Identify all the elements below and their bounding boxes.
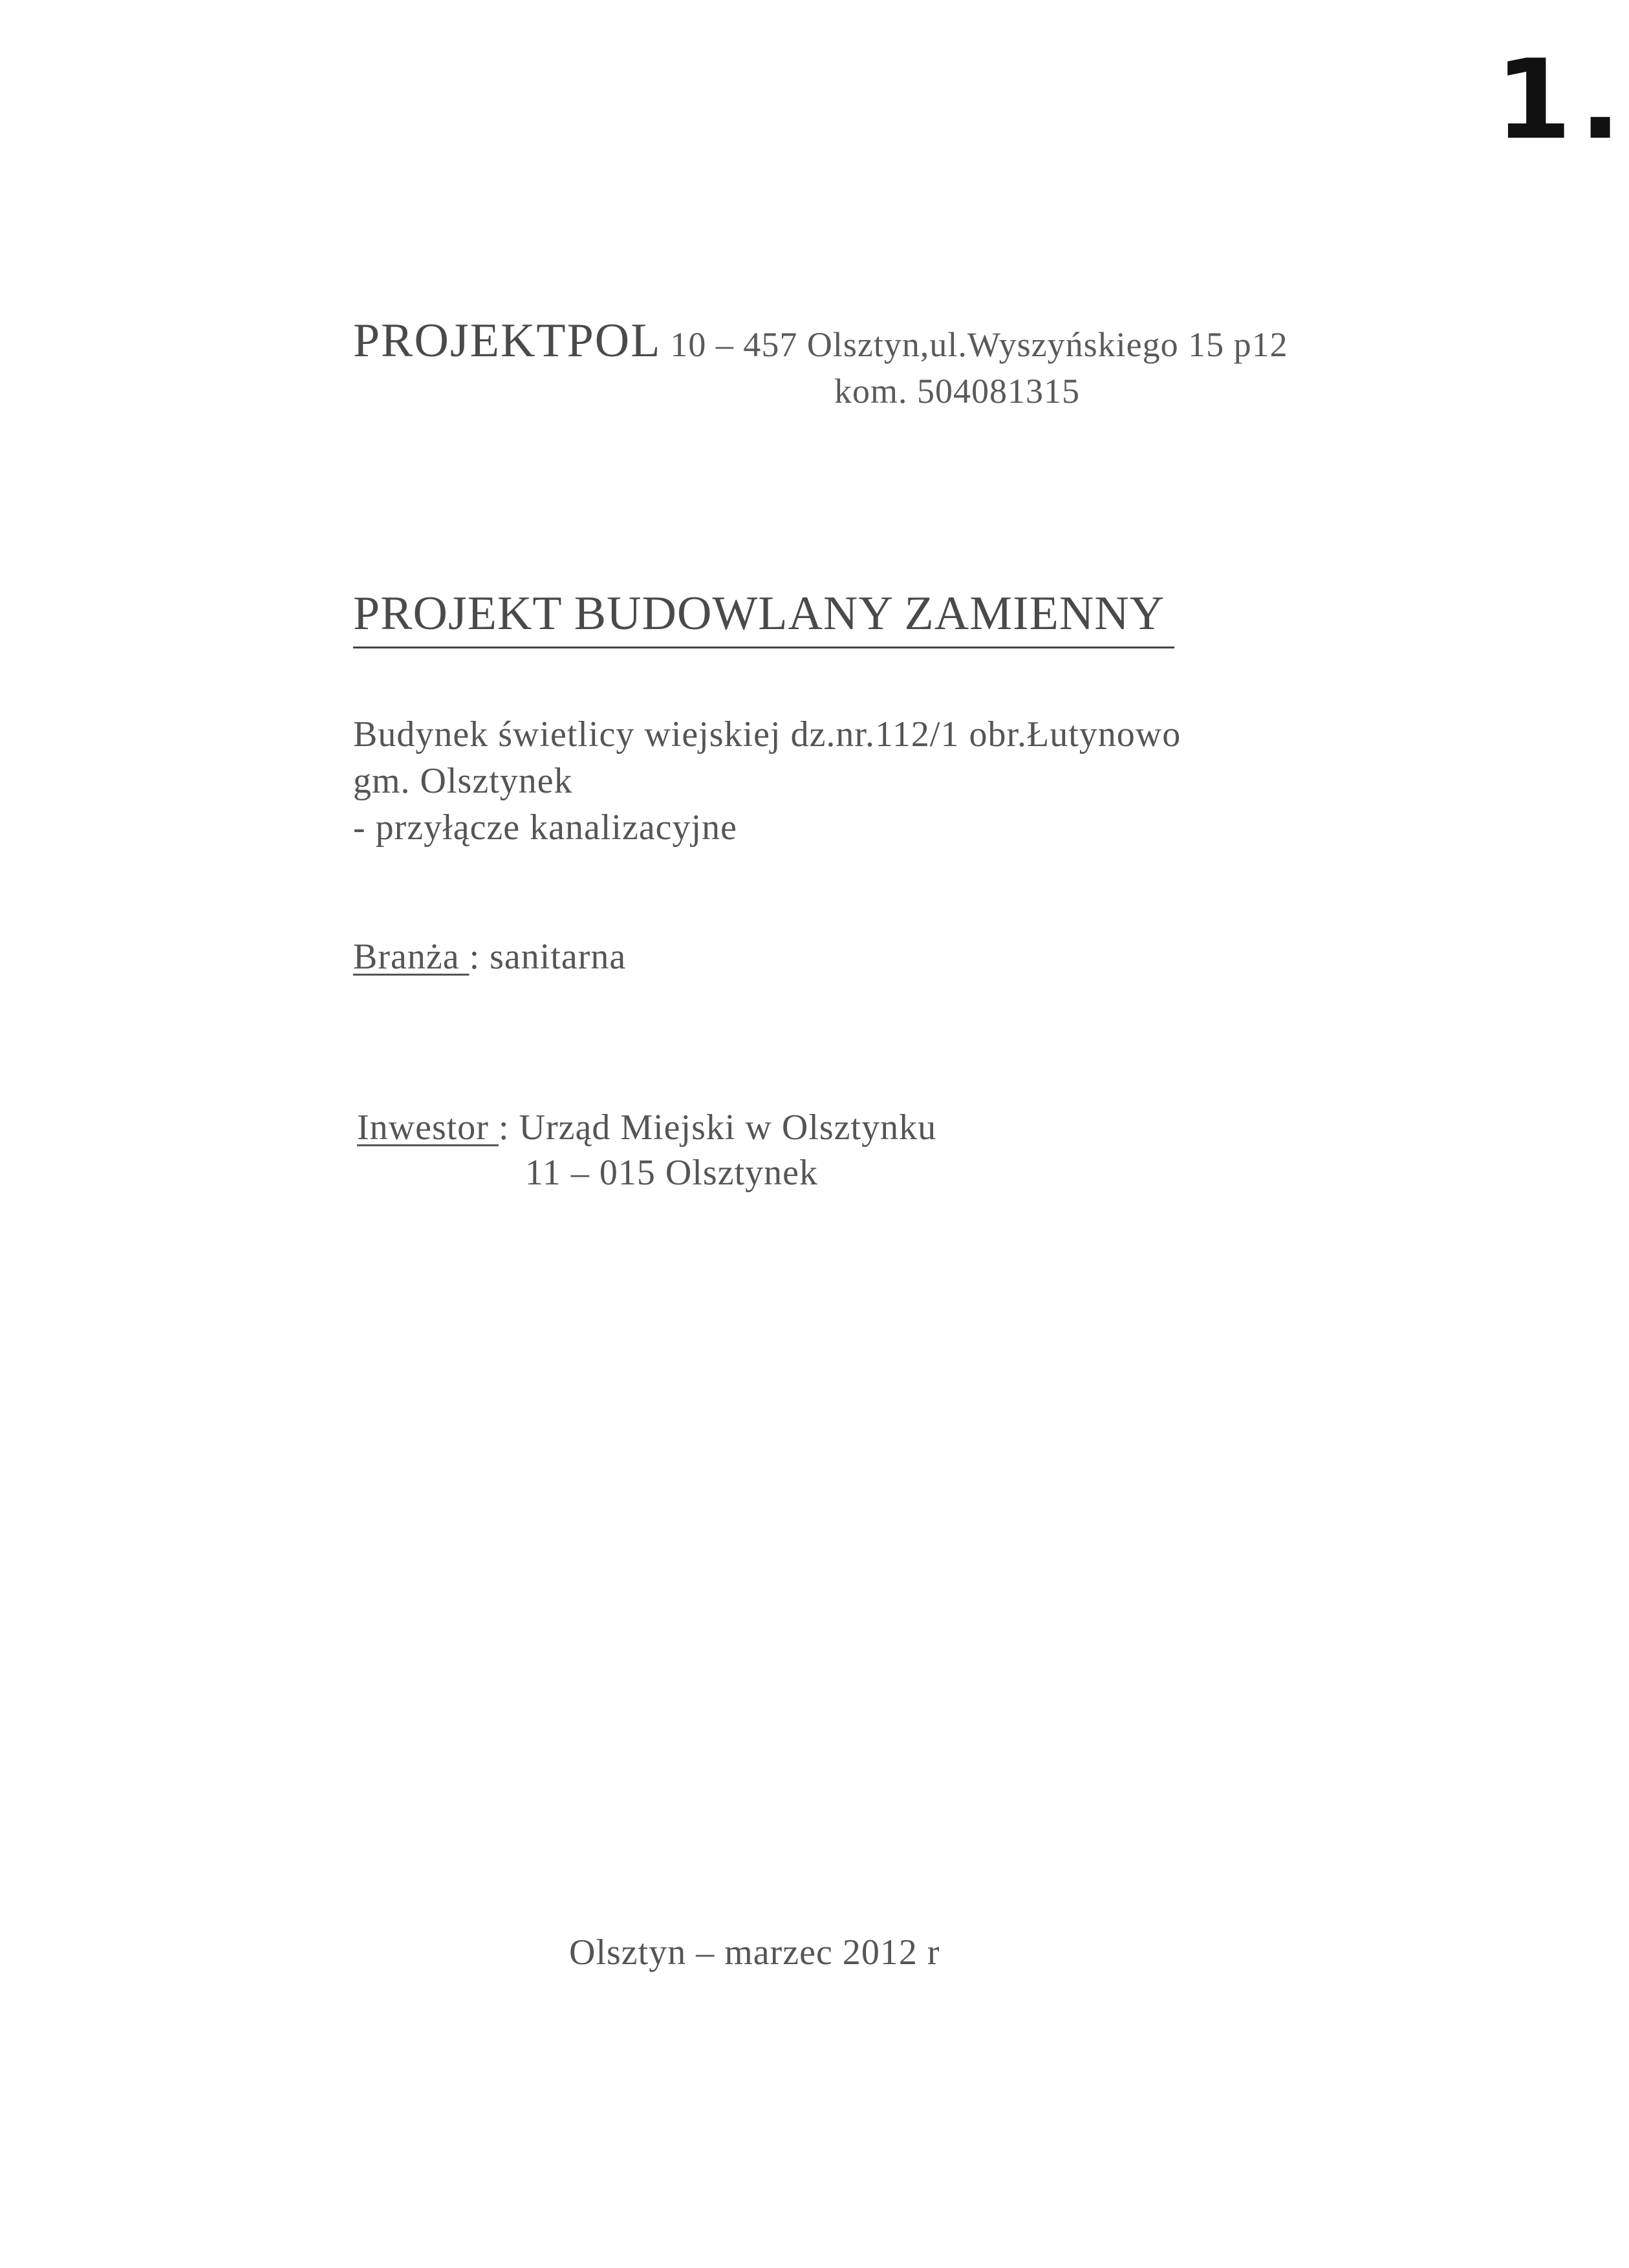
inwestor-address: 11 – 015 Olsztynek — [525, 1153, 818, 1193]
description-line-3: - przyłącze kanalizacyjne — [353, 808, 737, 848]
branza-separator: : — [469, 937, 490, 977]
project-title: PROJEKT BUDOWLANY ZAMIENNY — [353, 587, 1165, 640]
page-number: 1. — [1495, 36, 1629, 164]
inwestor-separator: : — [498, 1107, 519, 1148]
title-underline — [353, 647, 1174, 648]
branza-label: Branża — [353, 937, 469, 977]
branza-value: sanitarna — [490, 937, 627, 977]
company-name: PROJEKTPOL — [353, 314, 662, 367]
description-line-1: Budynek świetlicy wiejskiej dz.nr.112/1 obr.Łutynowo — [353, 714, 1181, 754]
inwestor-label: Inwestor — [357, 1107, 499, 1148]
description-line-2: gm. Olsztynek — [353, 761, 573, 801]
branza-field — [353, 939, 626, 975]
place-and-date: Olsztyn – marzec 2012 r — [569, 1932, 940, 1973]
company-header — [353, 314, 1288, 367]
company-phone: kom. 504081315 — [834, 372, 1081, 411]
inwestor-field — [357, 1109, 936, 1146]
company-address: 10 – 457 Olsztyn,ul.Wyszyńskiego 15 p12 — [670, 325, 1288, 364]
inwestor-name: Urząd Miejski w Olsztynku — [519, 1107, 937, 1148]
